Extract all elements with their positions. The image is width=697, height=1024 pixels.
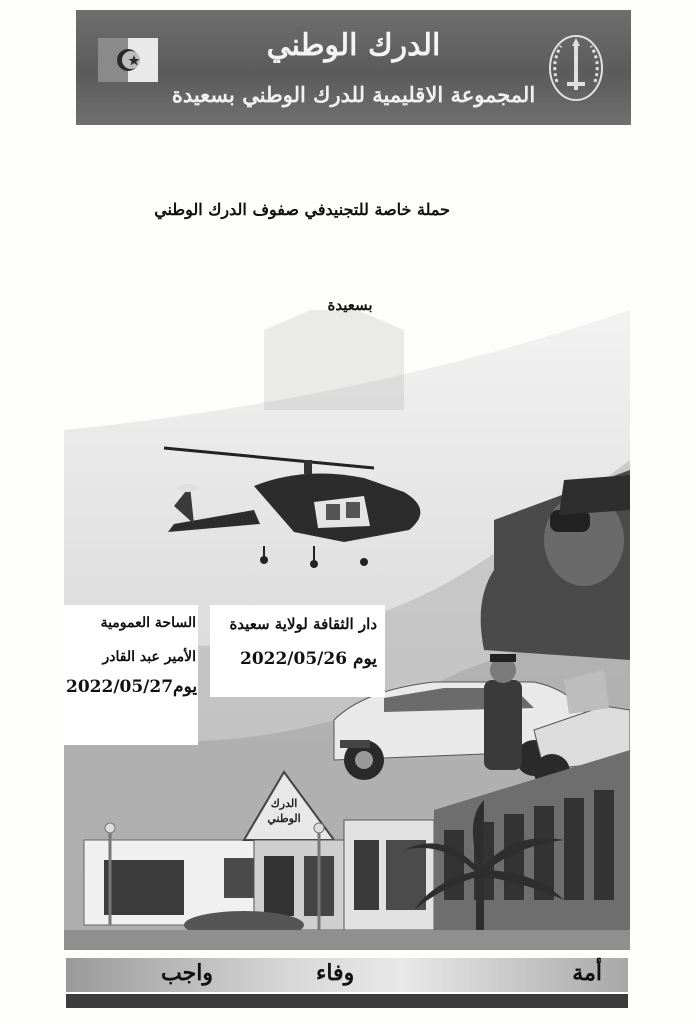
city-name: بسعيدة [327, 296, 373, 314]
motto-word-2: وفاء [316, 960, 355, 986]
venue-2-box [64, 605, 198, 745]
building-sign [254, 796, 314, 826]
header-subtitle: المجموعة الاقليمية للدرك الوطني بسعيدة [171, 82, 536, 107]
venue-1-name: دار الثقافة لولاية سعيدة [229, 615, 377, 633]
gendarmerie-emblem-icon [547, 32, 605, 104]
venue-1-date: يوم 2022/05/26 [239, 649, 377, 669]
venue-2-date: يوم2022/05/27 [66, 677, 198, 697]
venue-1-box [210, 605, 385, 697]
building-sign-line1: الدرك [270, 797, 298, 810]
campaign-title: حملة خاصة للتجنيدفي صفوف الدرك الوطني [154, 200, 450, 219]
motto-word-1: أمة [572, 960, 602, 986]
header-banner [76, 10, 631, 125]
venue-2-line1: الساحة العمومية [100, 615, 196, 631]
bottom-bar [66, 994, 628, 1008]
motto-band [66, 958, 628, 992]
header-title: الدرك الوطني [266, 28, 441, 63]
venue-2-line2: الأمير عبد القادر [102, 649, 196, 665]
motto-word-3: واجب [161, 960, 213, 986]
building-sign-line2: الوطني [267, 812, 301, 825]
